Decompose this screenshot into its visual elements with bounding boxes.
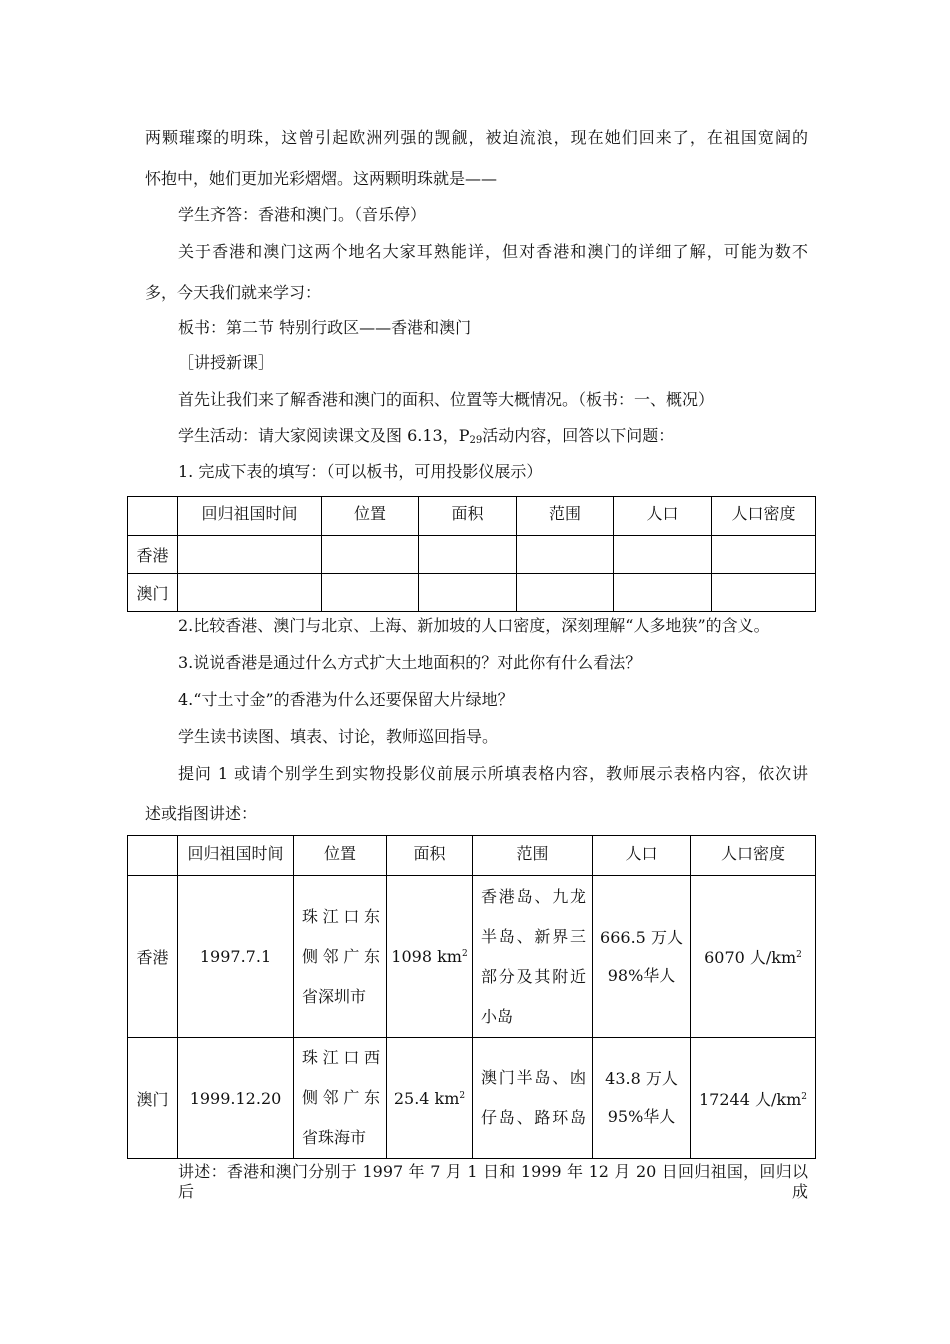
blank-cell: [178, 574, 322, 612]
row-label-macau: 澳门: [128, 1038, 178, 1159]
row-label-macau: 澳门: [128, 574, 178, 612]
density-unit-sup: 2: [796, 950, 802, 960]
table-row: [128, 876, 816, 1038]
question-1: 1. 完成下表的填写：（可以板书，可用投影仪展示）: [178, 462, 543, 481]
header-cell-empty: [128, 836, 178, 876]
header-cell-location: 位置: [322, 497, 419, 536]
paragraph-narration: 讲述：香港和澳门分别于 1997 年 7 月 1 日和 1999 年 12 月 20 日回归祖国，回归以后成: [178, 1162, 808, 1201]
header-cell-empty: [128, 497, 178, 536]
paragraph-overview: 首先让我们来了解香港和澳门的面积、位置等大概情况。（板书：一、概况）: [178, 390, 715, 409]
paragraph-blackboard-title: 板书：第二节 特别行政区——香港和澳门: [178, 318, 472, 337]
activity-text-suffix: 活动内容，回答以下问题：: [482, 426, 675, 445]
location-line: 侧邻广东: [302, 946, 380, 966]
range-line: 澳门半岛、凼: [481, 1068, 586, 1087]
table-row: [128, 536, 816, 574]
blank-cell: [517, 574, 614, 612]
range-cell: [473, 876, 593, 1038]
paragraph-intro-line2: 怀抱中，她们更加光彩熠熠。这两颗明珠就是——: [145, 169, 498, 188]
blank-cell: [322, 574, 419, 612]
blank-cell: [614, 536, 712, 574]
row-label-hongkong: 香港: [128, 876, 178, 1038]
table-header-row: [128, 836, 816, 876]
header-cell-area: 面积: [387, 836, 473, 876]
density-cell: [691, 1038, 816, 1159]
header-cell-range: 范围: [517, 497, 614, 536]
header-cell-population: 人口: [593, 836, 691, 876]
range-line: 仔岛、路环岛: [481, 1108, 586, 1127]
paragraph-student-answer: 学生齐答：香港和澳门。（音乐停）: [178, 205, 427, 224]
area-unit-sup: 2: [459, 1090, 466, 1101]
location-cell: [294, 1038, 387, 1159]
population-count: 43.8 万人: [605, 1069, 678, 1088]
row-label-hongkong: 香港: [128, 536, 178, 574]
area-value: 1098 km: [391, 947, 462, 966]
blank-cell: [614, 574, 712, 612]
blank-cell: [178, 536, 322, 574]
range-line: 半岛、新界三: [481, 926, 586, 946]
paragraph-intro-line1: 两颗璀璨的明珠，这曾引起欧洲列强的觊觎，被迫流浪，现在她们回来了，在祖国宽阔的: [145, 128, 808, 147]
location-line: 珠江口东: [302, 906, 380, 926]
area-unit-sup: 2: [461, 949, 468, 959]
blank-fill-table: [127, 496, 816, 612]
paragraph-presentation-line2: 述或指图讲述：: [145, 804, 258, 823]
location-line: 省深圳市: [302, 986, 367, 1006]
density-unit-sup: 2: [801, 1091, 807, 1102]
population-cell: [593, 876, 691, 1038]
paragraph-intro2-line1: 关于香港和澳门这两个地名大家耳熟能详，但对香港和澳门的详细了解，可能为数不: [178, 242, 808, 261]
header-cell-density: 人口密度: [691, 836, 816, 876]
header-cell-return-date: 回归祖国时间: [178, 497, 322, 536]
paragraph-student-reading: 学生读书读图、填表、讨论，教师巡回指导。: [178, 727, 499, 746]
activity-text-prefix: 学生活动：请大家阅读课文及图 6.13，P: [178, 426, 470, 445]
blank-cell: [419, 574, 517, 612]
density-value: 6070 人/km: [704, 948, 797, 967]
area-value: 25.4 km: [393, 1088, 460, 1108]
range-cell: [473, 1038, 593, 1159]
table-row: [128, 574, 816, 612]
header-cell-return-date: 回归祖国时间: [178, 836, 294, 876]
population-count: 666.5 万人: [600, 927, 683, 947]
population-percentage: 98%华人: [607, 965, 676, 985]
range-line: 香港岛、九龙: [481, 886, 586, 906]
area-cell: [387, 1038, 473, 1159]
table-header-row: [128, 497, 816, 536]
page-number-subscript: 29: [469, 435, 483, 446]
paragraph-presentation-line1: 提问 1 或请个别学生到实物投影仪前展示所填表格内容，教师展示表格内容，依次讲: [178, 764, 808, 783]
blank-cell: [517, 536, 614, 574]
section-heading-new-lesson: ［讲授新课］: [178, 353, 275, 372]
return-date-cell: 1999.12.20: [178, 1038, 294, 1159]
population-cell: [593, 1038, 691, 1159]
question-3: 3.说说香港是通过什么方式扩大土地面积的？对此你有什么看法？: [178, 653, 642, 672]
paragraph-intro2-line2: 多，今天我们就来学习：: [145, 283, 322, 302]
header-cell-density: 人口密度: [712, 497, 816, 536]
filled-info-table: [127, 835, 816, 1159]
area-cell: [387, 876, 473, 1038]
range-line: 小岛: [481, 1006, 514, 1026]
location-line: 省珠海市: [302, 1128, 367, 1147]
blank-cell: [712, 536, 816, 574]
density-cell: [691, 876, 816, 1038]
blank-cell: [322, 536, 419, 574]
location-line: 珠江口西: [302, 1048, 380, 1067]
header-cell-population: 人口: [614, 497, 712, 536]
blank-cell: [712, 574, 816, 612]
location-line: 侧邻广东: [302, 1088, 380, 1107]
location-cell: [294, 876, 387, 1038]
paragraph-student-activity: [178, 426, 674, 451]
return-date-cell: 1997.7.1: [178, 876, 294, 1038]
question-2: 2.比较香港、澳门与北京、上海、新加坡的人口密度，深刻理解“人多地狭”的含义。: [178, 616, 770, 635]
population-percentage: 95%华人: [607, 1107, 676, 1126]
header-cell-area: 面积: [419, 497, 517, 536]
density-value: 17244 人/km: [699, 1089, 802, 1109]
header-cell-location: 位置: [294, 836, 387, 876]
range-line: 部分及其附近: [481, 966, 586, 986]
header-cell-range: 范围: [473, 836, 593, 876]
table-row: [128, 1038, 816, 1159]
question-4: 4.“寸土寸金”的香港为什么还要保留大片绿地？: [178, 690, 514, 709]
blank-cell: [419, 536, 517, 574]
